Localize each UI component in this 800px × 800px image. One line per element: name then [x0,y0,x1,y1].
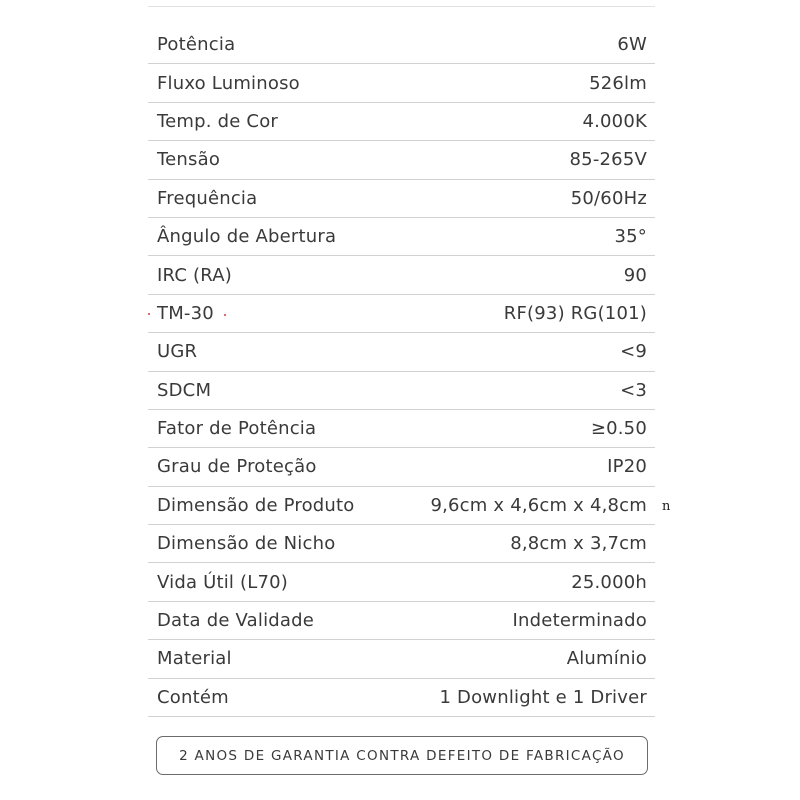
spec-row-contem [148,679,655,717]
spec-row-vida-util [148,563,655,601]
spec-label: Contém [157,686,229,708]
spec-label: Tensão [157,149,221,171]
spec-row-dimensao-de-produto [148,487,655,525]
spec-value: Alumínio [566,648,647,670]
spec-label: Material [157,648,232,670]
spec-value: IP20 [607,456,647,478]
spec-row-irc [148,256,655,294]
spec-label: SDCM [157,379,212,401]
spec-value: 90 [623,264,647,286]
spec-value: 526lm [589,72,647,94]
spec-label: Potência [157,34,236,56]
spec-row-data-de-validade [148,602,655,640]
spec-label: IRC (RA) [157,264,232,286]
warranty-badge [156,736,648,775]
spec-table [148,26,655,717]
spec-row-frequencia [148,180,655,218]
stray-mark: n [662,499,671,514]
spec-label: Data de Validade [157,610,315,632]
spec-value: Indeterminado [512,610,647,632]
spec-value: 50/60Hz [570,187,647,209]
red-dot-marker [148,313,150,315]
spec-row-ugr [148,333,655,371]
spec-label: Fluxo Luminoso [157,72,300,94]
warranty-text: 2 ANOS DE GARANTIA CONTRA DEFEITO DE FABRICAÇÃO [179,747,625,764]
spec-value: 9,6cm x 4,6cm x 4,8cm [430,494,647,516]
spec-value: 85-265V [569,149,647,171]
spec-row-temp-de-cor [148,103,655,141]
spec-value: 8,8cm x 3,7cm [510,533,647,555]
spec-label: Temp. de Cor [157,110,279,132]
spec-row-grau-de-protecao [148,448,655,486]
spec-label: Dimensão de Nicho [157,533,336,555]
spec-label: UGR [157,341,198,363]
spec-value: RF(93) RG(101) [503,302,647,324]
spec-label: Grau de Proteção [157,456,317,478]
spec-value: 6W [617,34,647,56]
spec-value: <3 [620,379,647,401]
top-divider [148,0,655,7]
spec-value: 35° [614,226,647,248]
spec-row-fluxo-luminoso [148,64,655,102]
spec-row-fator-de-potencia [148,410,655,448]
spec-row-dimensao-de-nicho [148,525,655,563]
spec-value: 1 Downlight e 1 Driver [439,686,647,708]
red-dot-marker [224,314,226,316]
spec-label: TM-30 [157,302,214,324]
spec-row-sdcm [148,372,655,410]
spec-value: <9 [620,341,647,363]
spec-label: Dimensão de Produto [157,494,355,516]
spec-label: Vida Útil (L70) [157,571,289,593]
spec-label: Frequência [157,187,258,209]
spec-value: ≥0.50 [590,418,647,440]
spec-row-tm30 [148,295,655,333]
spec-value: 4.000K [582,110,647,132]
spec-row-material [148,640,655,678]
spec-row-potencia [148,26,655,64]
spec-label: Ângulo de Abertura [157,226,337,248]
spec-value: 25.000h [571,571,647,593]
spec-label: Fator de Potência [157,418,317,440]
spec-row-angulo-de-abertura [148,218,655,256]
spec-row-tensao [148,141,655,179]
